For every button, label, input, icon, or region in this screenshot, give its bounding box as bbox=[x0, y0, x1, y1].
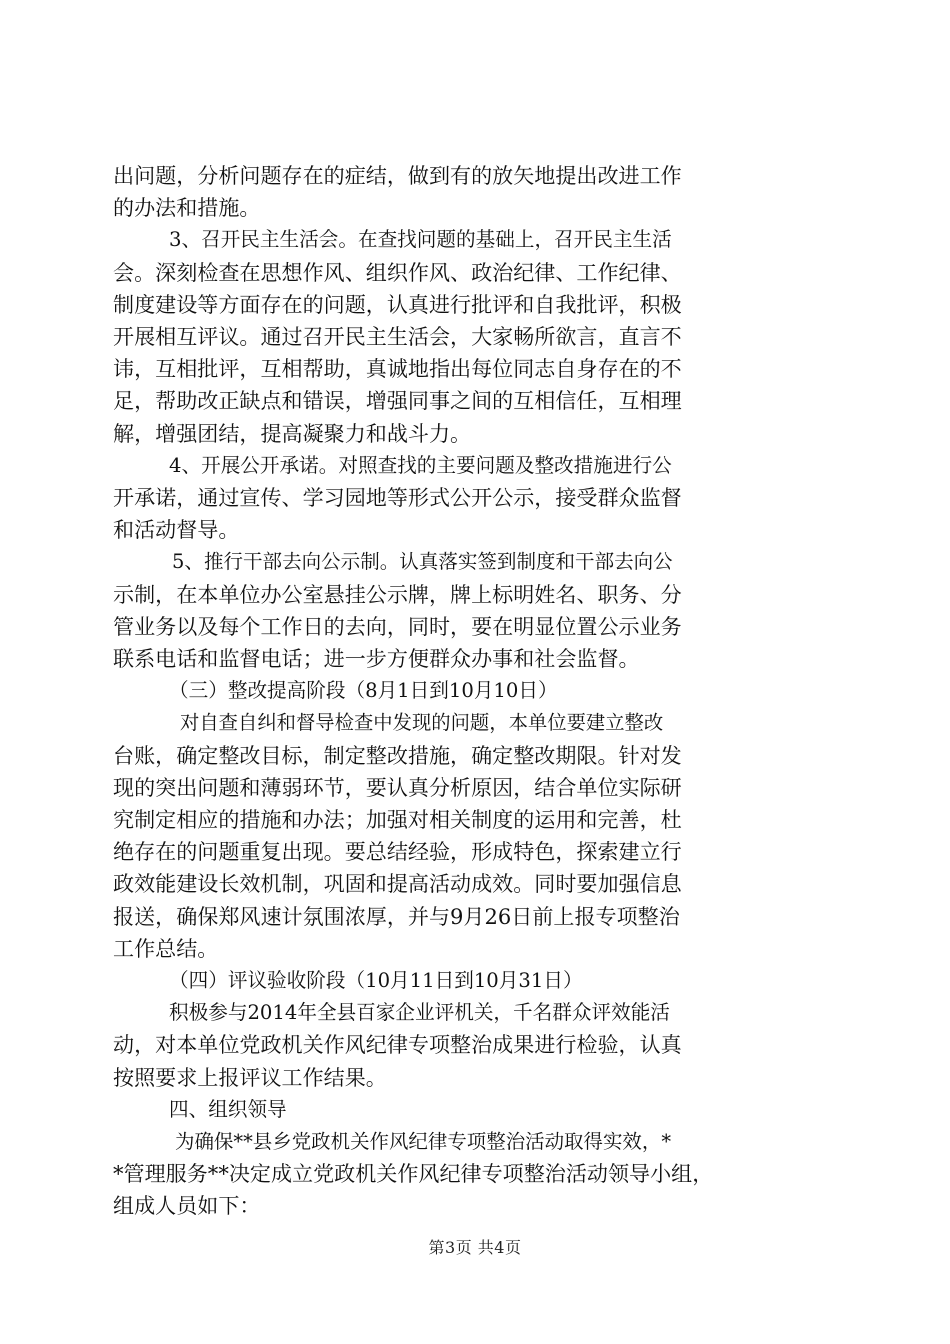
body-text-line: 3、召开民主生活会。在查找问题的基础上，召开民主生活 bbox=[169, 228, 672, 252]
body-text-line: 开承诺，通过宣传、学习园地等形式公开公示，接受群众监督 bbox=[113, 485, 682, 510]
body-text-line: 制度建设等方面存在的问题，认真进行批评和自我批评，积极 bbox=[113, 291, 682, 317]
body-text-line: 积极参与2014年全县百家企业评机关，千名群众评效能活 bbox=[169, 1001, 670, 1025]
body-text-line: 4、开展公开承诺。对照查找的主要问题及整改措施进行公 bbox=[169, 453, 672, 477]
body-text-line: 开展相互评议。通过召开民主生活会，大家畅所欲言，直言不 bbox=[113, 324, 682, 349]
body-text-line: 解，增强团结，提高凝聚力和战斗力。 bbox=[113, 420, 472, 446]
body-text-line: 出问题，分析问题存在的症结，做到有的放矢地提出改进工作 bbox=[113, 163, 682, 188]
body-text-line: 对自查自纠和督导检查中发现的问题，本单位要建立整改 bbox=[180, 711, 664, 735]
body-text-line: 会。深刻检查在思想作风、组织作风、政治纪律、工作纪律、 bbox=[113, 259, 682, 285]
body-text-line: 政效能建设长效机制，巩固和提高活动成效。同时要加强信息 bbox=[113, 871, 682, 897]
body-text-line: 工作总结。 bbox=[113, 935, 219, 961]
body-text-line: 动，对本单位党政机关作风纪律专项整治成果进行检验，认真 bbox=[113, 1032, 682, 1058]
section-heading: （三）整改提高阶段（8月1日到10月10日） bbox=[169, 679, 558, 703]
section-heading: （四）评议验收阶段（10月11日到10月31日） bbox=[169, 969, 583, 992]
body-text-line: 报送，确保郑风速计氛围浓厚，并与9月26日前上报专项整治 bbox=[113, 903, 680, 929]
body-text-line: 组成人员如下： bbox=[113, 1193, 261, 1219]
body-text-line: 示制，在本单位办公室悬挂公示牌，牌上标明姓名、职务、分 bbox=[113, 581, 682, 607]
body-text-line: 联系电话和监督电话；进一步方便群众办事和社会监督。 bbox=[113, 646, 640, 671]
body-text-line: 究制定相应的措施和办法；加强对相关制度的运用和完善，杜 bbox=[113, 807, 682, 832]
page-number-footer: 第3页 共4页 bbox=[428, 1238, 522, 1257]
body-text-line: 绝存在的问题重复出现。要总结经验，形成特色，探索建立行 bbox=[113, 839, 682, 865]
body-text-line: *管理服务**决定成立党政机关作风纪律专项整治活动领导小组， bbox=[113, 1161, 714, 1187]
body-text-line: 现的突出问题和薄弱环节，要认真分析原因，结合单位实际研 bbox=[113, 774, 682, 800]
body-text-line: 为确保**县乡党政机关作风纪律专项整治活动取得实效，* bbox=[175, 1130, 672, 1153]
body-text-line: 和活动督导。 bbox=[113, 517, 240, 543]
body-text-line: 的办法和措施。 bbox=[113, 195, 261, 221]
body-text-line: 管业务以及每个工作日的去向，同时，要在明显位置公示业务 bbox=[113, 613, 682, 639]
body-text-line: 足，帮助改正缺点和错误，增强同事之间的互相信任，互相理 bbox=[113, 388, 682, 414]
body-text-line: 讳，互相批评，互相帮助，真诚地指出每位同志自身存在的不 bbox=[113, 356, 682, 382]
body-text-line: 5、推行干部去向公示制。认真落实签到制度和干部去向公 bbox=[172, 550, 673, 574]
body-text-line: 台账，确定整改目标，制定整改措施，确定整改期限。针对发 bbox=[113, 742, 682, 768]
section-heading: 四、组织领导 bbox=[169, 1097, 287, 1121]
body-text-line: 按照要求上报评议工作结果。 bbox=[113, 1064, 387, 1090]
